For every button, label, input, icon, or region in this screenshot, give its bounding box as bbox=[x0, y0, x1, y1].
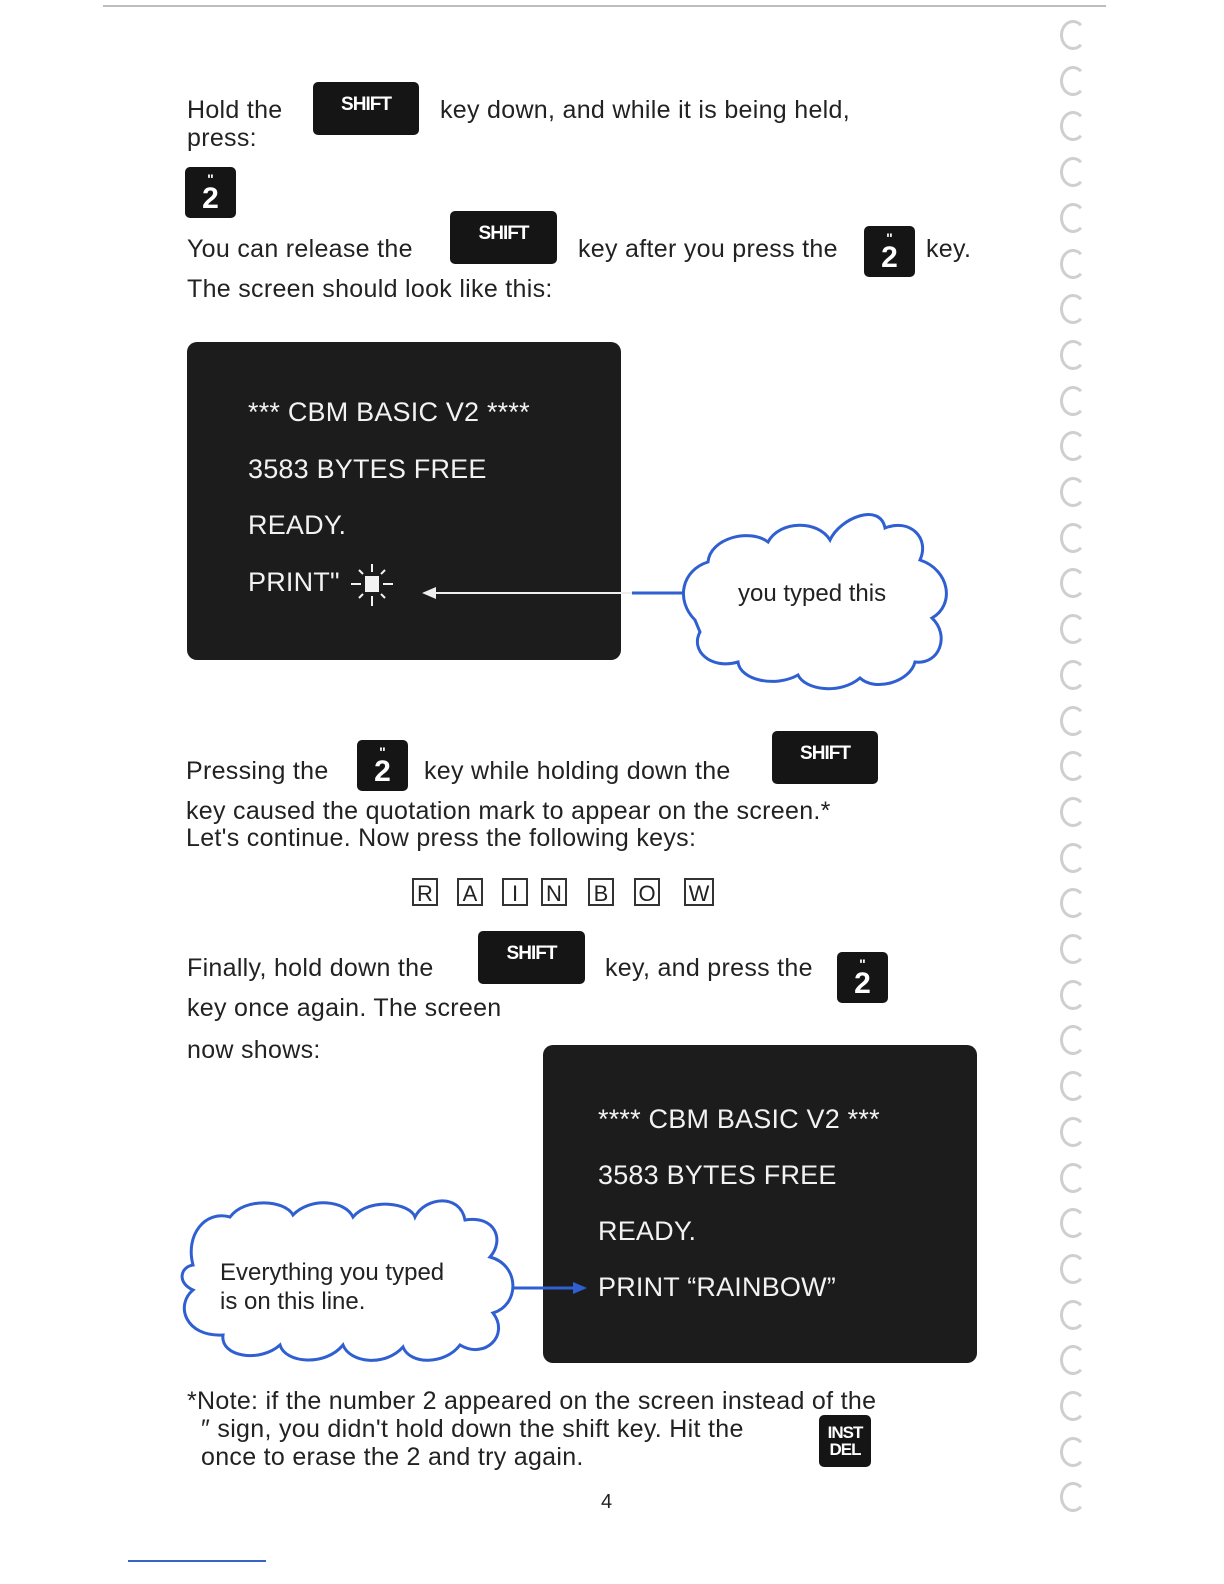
inst-label: INST bbox=[827, 1423, 863, 1442]
screen-2 bbox=[543, 1045, 977, 1363]
binding-ring bbox=[1060, 340, 1086, 370]
inst-del-key-icon bbox=[819, 1415, 871, 1467]
two-key-digit: 2 bbox=[881, 241, 898, 275]
binding-ring bbox=[1060, 20, 1086, 50]
binding-ring bbox=[1060, 934, 1086, 964]
letter-key-w: W bbox=[684, 878, 714, 906]
two-key-icon bbox=[837, 952, 888, 1003]
while-holding-text: key while holding down the bbox=[424, 757, 731, 785]
once-again-text: key once again. The screen bbox=[187, 994, 502, 1022]
binding-ring bbox=[1060, 1391, 1086, 1421]
binding-ring bbox=[1060, 523, 1086, 553]
two-key-icon bbox=[185, 167, 236, 218]
note-line2: ″ sign, you didn't hold down the shift key. Hit the bbox=[201, 1415, 744, 1443]
binding-ring bbox=[1060, 477, 1086, 507]
two-key-quote: " bbox=[379, 743, 386, 760]
binding-ring bbox=[1060, 203, 1086, 233]
now-shows-text: now shows: bbox=[187, 1036, 321, 1064]
caused-text: key caused the quotation mark to appear on the screen.* bbox=[186, 797, 831, 825]
binding-ring bbox=[1060, 157, 1086, 187]
binding-ring bbox=[1060, 614, 1086, 644]
note-line3: once to erase the 2 and try again. bbox=[201, 1443, 584, 1471]
release-key-word: key. bbox=[926, 235, 972, 263]
top-edge-line bbox=[103, 5, 1106, 7]
binding-ring bbox=[1060, 1254, 1086, 1284]
binding-ring bbox=[1060, 1437, 1086, 1467]
binding-ring bbox=[1060, 797, 1086, 827]
letter-key-n: N bbox=[541, 878, 567, 906]
binding-ring bbox=[1060, 1071, 1086, 1101]
del-label: DEL bbox=[829, 1440, 861, 1459]
binding-ring bbox=[1060, 980, 1086, 1010]
binding-ring bbox=[1060, 1163, 1086, 1193]
binding-ring bbox=[1060, 249, 1086, 279]
two-key-icon bbox=[864, 226, 915, 277]
continue-text: Let's continue. Now press the following keys: bbox=[186, 824, 697, 852]
binding-ring bbox=[1060, 568, 1086, 598]
callout-2-line1: Everything you typed bbox=[220, 1259, 445, 1286]
binding-ring bbox=[1060, 1117, 1086, 1147]
binding-ring bbox=[1060, 1482, 1086, 1512]
screen1-line1: *** CBM BASIC V2 **** bbox=[248, 397, 530, 427]
binding-ring bbox=[1060, 66, 1086, 96]
intro-hold-the: Hold the bbox=[187, 96, 283, 124]
letter-key-i: I bbox=[502, 878, 528, 906]
shift-key-icon: SHIFT bbox=[478, 931, 585, 984]
shift-key-icon: SHIFT bbox=[772, 731, 878, 784]
screen2-line3: READY. bbox=[598, 1216, 697, 1246]
screen1-line3: READY. bbox=[248, 510, 347, 540]
cursor-icon bbox=[347, 560, 397, 610]
shift-key-icon: SHIFT bbox=[313, 82, 419, 135]
release-text: You can release the bbox=[187, 235, 413, 263]
screen1-line2: 3583 BYTES FREE bbox=[248, 454, 487, 484]
note-line1: *Note: if the number 2 appeared on the screen instead of the bbox=[187, 1387, 877, 1415]
two-key-quote: " bbox=[859, 955, 866, 972]
letter-key-r: R bbox=[412, 878, 438, 906]
shift-key-icon: SHIFT bbox=[450, 211, 557, 264]
binding-ring bbox=[1060, 111, 1086, 141]
finally-text: Finally, hold down the bbox=[187, 954, 434, 982]
binding-ring bbox=[1060, 751, 1086, 781]
bottom-edge-line bbox=[128, 1560, 266, 1562]
two-key-digit: 2 bbox=[854, 967, 871, 1001]
screen2-line2: 3583 BYTES FREE bbox=[598, 1160, 837, 1190]
binding-ring bbox=[1060, 386, 1086, 416]
screen2-line1: **** CBM BASIC V2 *** bbox=[598, 1104, 880, 1134]
callout-2-line2: is on this line. bbox=[220, 1288, 366, 1315]
screen1-line4: PRINT" bbox=[248, 567, 340, 597]
screen-look-text: The screen should look like this: bbox=[187, 275, 553, 303]
page-number: 4 bbox=[601, 1491, 613, 1513]
callout-1-text: you typed this bbox=[738, 580, 887, 607]
screen2-line4: PRINT “RAINBOW” bbox=[598, 1272, 836, 1302]
binding-ring bbox=[1060, 1300, 1086, 1330]
release-after-text: key after you press the bbox=[578, 235, 838, 263]
letter-key-b: B bbox=[588, 878, 614, 906]
binding-ring bbox=[1060, 294, 1086, 324]
letter-key-o: O bbox=[634, 878, 660, 906]
binding-ring bbox=[1060, 706, 1086, 736]
and-press-text: key, and press the bbox=[605, 954, 813, 982]
intro-key-down: key down, and while it is being held, bbox=[440, 96, 850, 124]
two-key-digit: 2 bbox=[374, 755, 391, 789]
binding-ring bbox=[1060, 843, 1086, 873]
pressing-text: Pressing the bbox=[186, 757, 329, 785]
letter-key-a: A bbox=[457, 878, 483, 906]
binding-ring bbox=[1060, 888, 1086, 918]
binding-ring bbox=[1060, 1208, 1086, 1238]
two-key-quote: " bbox=[886, 229, 893, 246]
binding-ring bbox=[1060, 660, 1086, 690]
two-key-quote: " bbox=[207, 170, 214, 187]
binding-ring bbox=[1060, 431, 1086, 461]
two-key-digit: 2 bbox=[202, 182, 219, 216]
binding-ring bbox=[1060, 1345, 1086, 1375]
two-key-icon bbox=[357, 740, 408, 791]
intro-press: press: bbox=[187, 124, 257, 152]
binding-ring bbox=[1060, 1025, 1086, 1055]
